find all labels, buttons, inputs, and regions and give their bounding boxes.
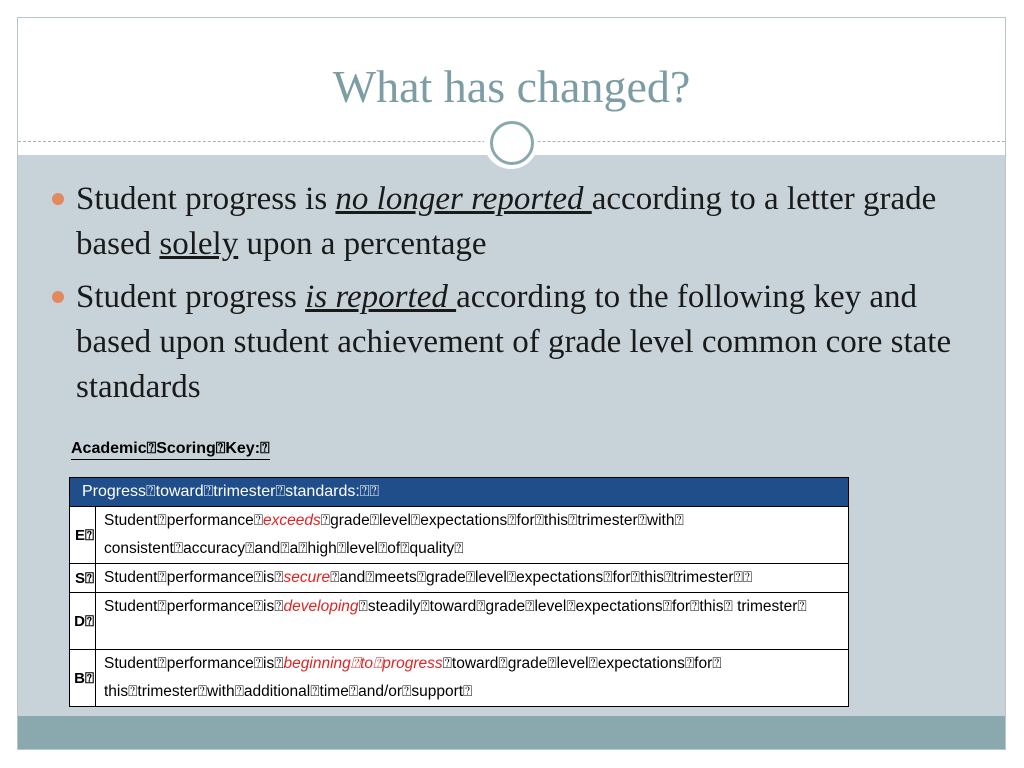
description-highlight: secure [283,569,331,586]
bullet-emphasis: solely [159,226,239,262]
description-text: ⍰steadily⍰toward⍰grade⍰level⍰expectations⍰for⍰this⍰ trimester⍰ [358,598,807,615]
bullet-text: Student progress is [76,181,336,217]
grade-description [96,564,848,592]
scoring-key-table [69,477,849,707]
divider-circle-icon [484,115,538,169]
scoring-key-title: Academic⍰Scoring⍰Key:⍰ [71,440,270,460]
slide-title: What has changed? [332,61,691,112]
description-text: Student⍰performance⍰is⍰ [104,569,284,586]
footer-bar [18,716,1005,749]
table-row [70,563,848,592]
grade-code: S⍰ [70,564,96,592]
bullet-emphasis: no longer reported [335,181,592,217]
table-row [70,592,848,649]
bullet-emphasis: is reported [305,279,457,315]
description-text: ⍰toward⍰grade⍰level⍰expectations⍰for⍰ this⍰trimester⍰with⍰additional⍰time⍰and/or⍰support⍰ [104,655,722,700]
circle-ring [490,121,534,165]
description-highlight: beginning⍰to⍰progress [283,655,443,672]
description-text: ⍰grade⍰level⍰expectations⍰for⍰this⍰trimester⍰with⍰ consistent⍰accuracy⍰and⍰a⍰high⍰level⍰of⍰quality⍰ [104,512,684,557]
grade-code: B⍰ [70,650,96,706]
grade-code: E⍰ [70,507,96,563]
bullet-item [50,275,970,410]
bullet-text: according to a letter grade based [76,181,937,262]
description-text: Student⍰performance⍰ [104,512,264,529]
description-text: Student⍰performance⍰is⍰ [104,655,284,672]
bullet-list [50,177,970,418]
grade-code: D⍰ [70,593,96,649]
grade-description [96,650,848,706]
description-highlight: exceeds [263,512,321,529]
bullet-text: Student progress [76,279,306,315]
bullet-text: upon a percentage [238,226,487,262]
description-text: ⍰and⍰meets⍰grade⍰level⍰expectations⍰for⍰this⍰trimester⍰⍰ [330,569,753,586]
grade-description [96,593,848,649]
bullet-text: according to the following key and based upon student achievement of grade level common core state standards [76,279,952,405]
bullet-item [50,177,970,267]
table-header: Progress⍰toward⍰trimester⍰standards:⍰⍰ [70,478,848,506]
table-row [70,506,848,563]
bullet-dot-icon [52,291,64,303]
table-row [70,649,848,706]
grade-description [96,507,848,563]
description-highlight: developing [283,598,359,615]
bullet-dot-icon [52,193,64,205]
description-text: Student⍰performance⍰is⍰ [104,598,284,615]
